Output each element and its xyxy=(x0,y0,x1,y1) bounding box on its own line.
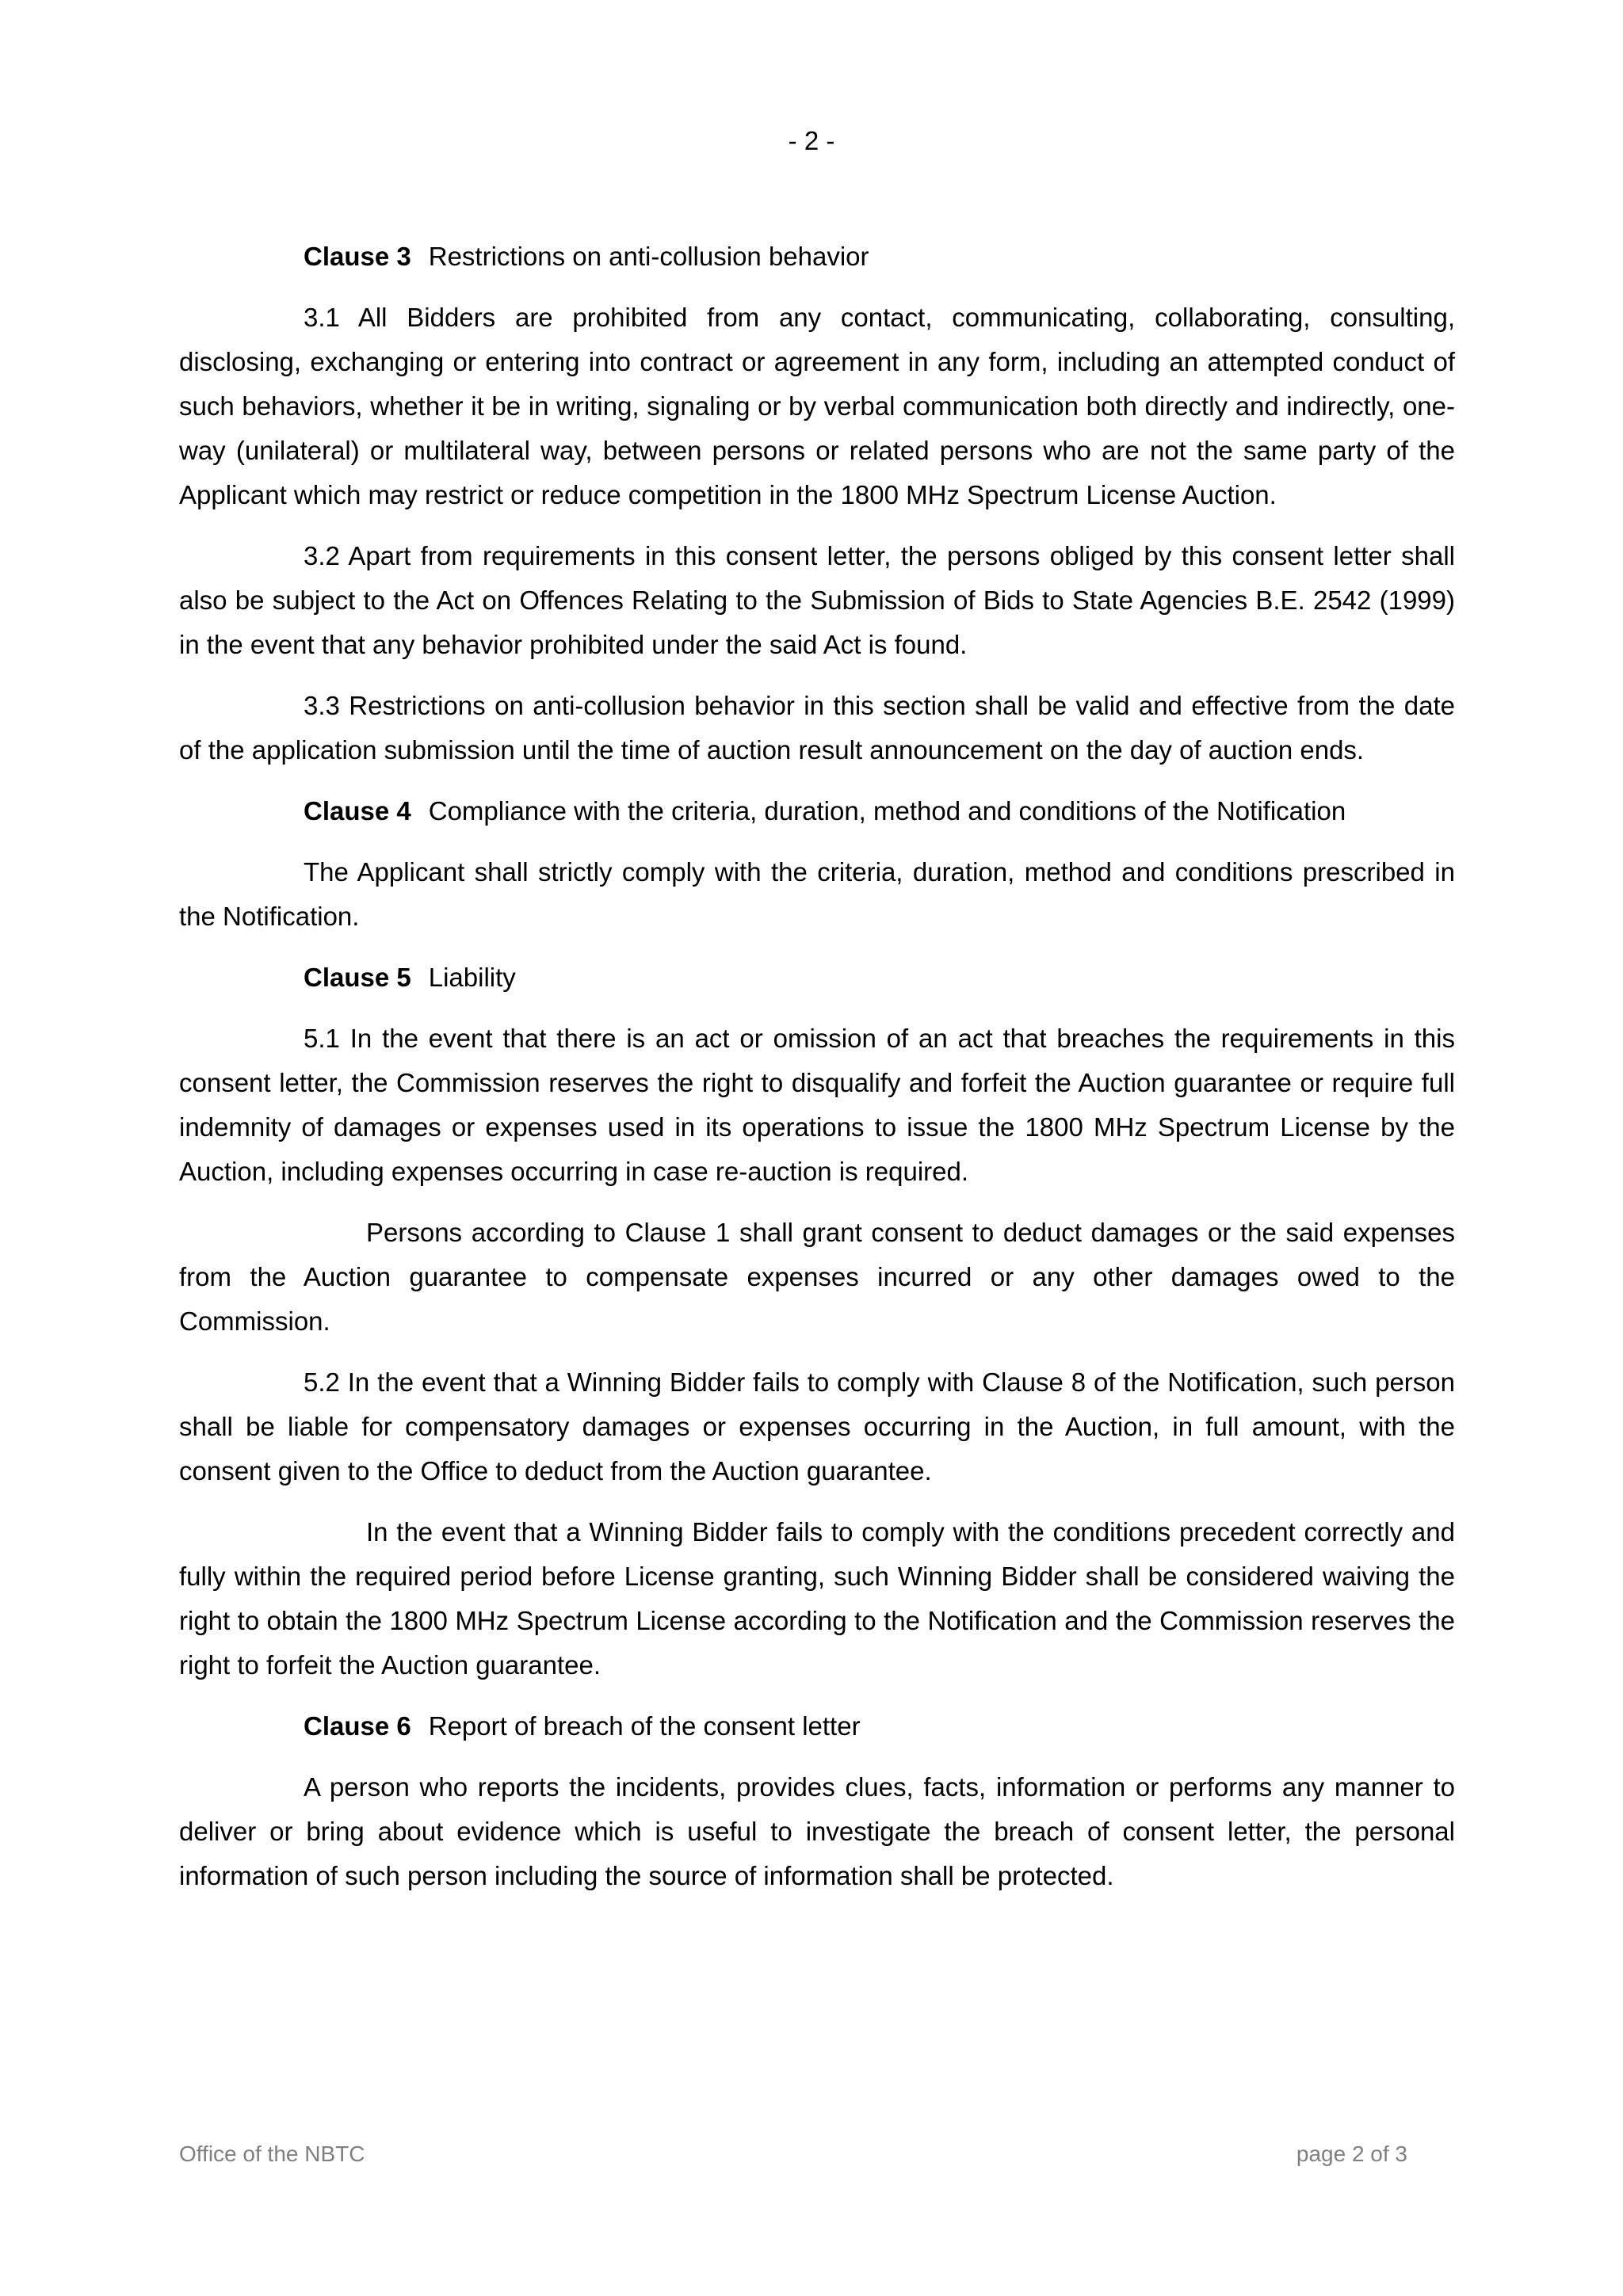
clause-5-label: Clause 5 xyxy=(304,963,411,992)
paragraph-4: The Applicant shall strictly comply with the criteria, duration, method and conditions prescribed in the Notification. xyxy=(179,857,1455,931)
clause-6-heading xyxy=(179,1704,1455,1749)
clause-5-heading xyxy=(179,955,1455,1000)
clause-6-label: Clause 6 xyxy=(304,1711,411,1741)
page-number: - 2 - xyxy=(788,126,835,155)
clause-5-title: Liability xyxy=(428,963,516,992)
paragraph-5-1: 5.1 In the event that there is an act or omission of an act that breaches the requirements in this consent letter, the Commission reserves the right to disqualify and forfeit the Auction guarantee or require full indemnity of damages or expenses used in its operations to issue the 1800 MHz Spectrum License by the Auction, including expenses occurring in case re-auction is required. xyxy=(179,1024,1455,1186)
paragraph-3-1: 3.1 All Bidders are prohibited from any contact, communicating, collaborating, consulting, disclosing, exchanging or entering into contract or agreement in any form, including an attempted conduct of such behaviors, whether it be in writing, signaling or by verbal communication both directly and indirectly, one-way (unilateral) or multilateral way, between persons or related persons who are not the same party of the Applicant which may restrict or reduce competition in the 1800 MHz Spectrum License Auction. xyxy=(179,303,1455,509)
paragraph-3-3: 3.3 Restrictions on anti-collusion behavior in this section shall be valid and effective from the date of the application submission until the time of auction result announcement on the day of auction ends. xyxy=(179,691,1455,765)
paragraph-3-2: 3.2 Apart from requirements in this consent letter, the persons obliged by this consent letter shall also be subject to the Act on Offences Relating to the Submission of Bids to State Agencies B.E. 2542 (1999) in the event that any behavior prohibited under the said Act is found. xyxy=(179,541,1455,659)
paragraph-5-2-waiver: In the event that a Winning Bidder fails to comply with the conditions precedent correctly and fully within the required period before License granting, such Winning Bidder shall be considered waiving the right to obtain the 1800 MHz Spectrum License according to the Notification and the Commission reserves the right to forfeit the Auction guarantee. xyxy=(179,1517,1455,1680)
clause-4-label: Clause 4 xyxy=(304,796,411,826)
clause-3-title: Restrictions on anti-collusion behavior xyxy=(428,242,869,271)
clause-4-heading xyxy=(179,789,1455,833)
footer-office: Office of the NBTC xyxy=(179,2142,365,2166)
footer-page-count: page 2 of 3 xyxy=(1296,2142,1407,2166)
clause-3-heading xyxy=(179,235,1455,279)
document-body xyxy=(179,235,1455,1915)
clause-4-title: Compliance with the criteria, duration, method and conditions of the Notification xyxy=(428,796,1346,826)
paragraph-6: A person who reports the incidents, provides clues, facts, information or performs any manner to deliver or bring about evidence which is useful to investigate the breach of consent letter, the personal information of such person including the source of information shall be protected. xyxy=(179,1772,1455,1890)
clause-3-label: Clause 3 xyxy=(304,242,411,271)
paragraph-5-1-consent: Persons according to Clause 1 shall grant consent to deduct damages or the said expenses from the Auction guarantee to compensate expenses incurred or any other damages owed to the Commission. xyxy=(179,1218,1455,1336)
clause-6-title: Report of breach of the consent letter xyxy=(428,1711,861,1741)
paragraph-5-2: 5.2 In the event that a Winning Bidder fails to comply with Clause 8 of the Notification, such person shall be liable for compensatory damages or expenses occurring in the Auction, in full amount, with the consent given to the Office to deduct from the Auction guarantee. xyxy=(179,1367,1455,1486)
